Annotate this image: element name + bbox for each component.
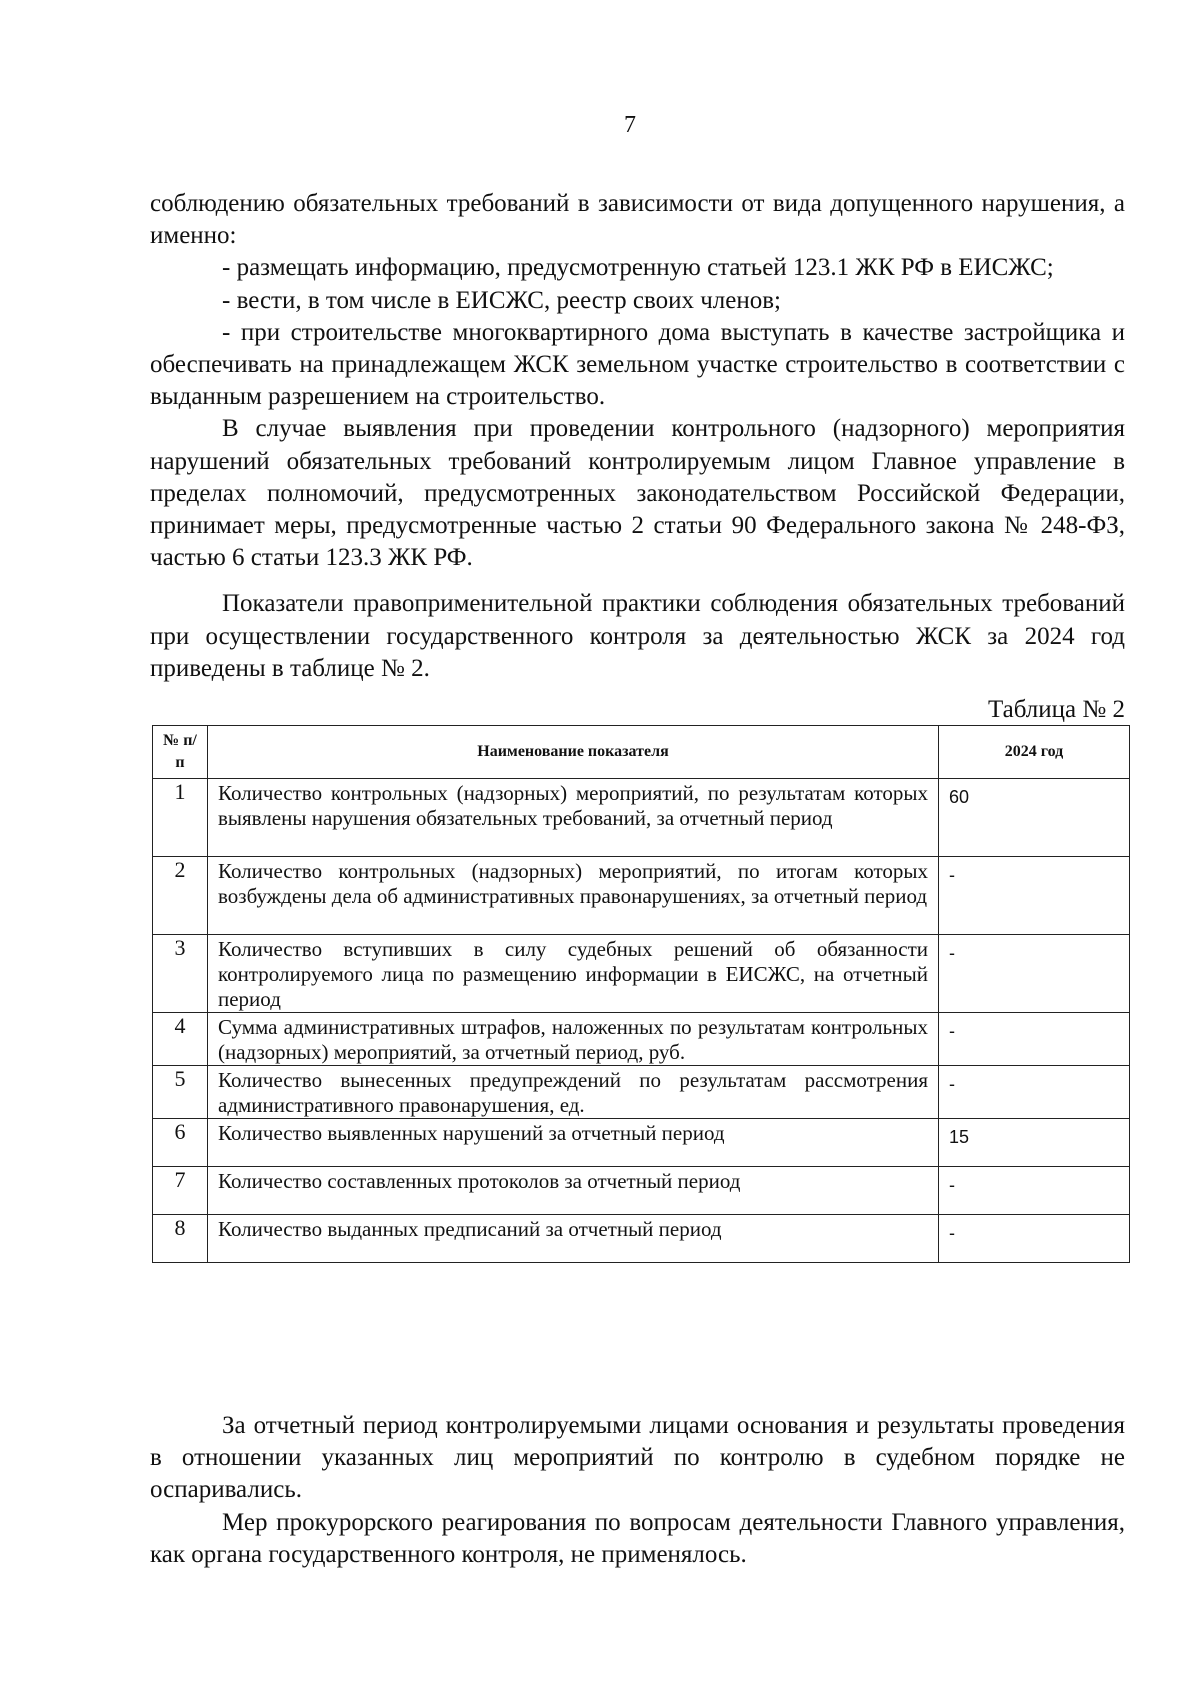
list-item: - размещать информацию, предусмотренную статьей 123.1 ЖК РФ в ЕИСЖС; — [222, 254, 1054, 282]
table-row — [153, 1167, 1130, 1215]
paragraph: соблюдению обязательных требований в зависимости от вида допущенного нарушения, а именно: — [150, 190, 1125, 250]
row-value: - — [939, 1013, 1130, 1066]
table-caption: Таблица № 2 — [987, 696, 1125, 724]
row-number: 6 — [153, 1119, 208, 1167]
row-name: Количество вступивших в силу судебных решений об обязанности контролируемого лица по размещению информации в ЕИСЖС, на отчетный период — [208, 935, 939, 1013]
document-body — [150, 188, 1125, 1263]
row-name: Количество контрольных (надзорных) мероприятий, по итогам которых возбуждены дела об административных правонарушениях, за отчетный период — [208, 857, 939, 935]
header-num: № п/п — [153, 726, 208, 779]
row-value: - — [939, 857, 1130, 935]
paragraph: Мер прокурорского реагирования по вопросам деятельности Главного управления, как органа государственного контроля, не применялось. — [150, 1508, 1125, 1568]
row-name: Количество вынесенных предупреждений по результатам рассмотрения административного правонарушения, ед. — [208, 1066, 939, 1119]
closing-text — [150, 1410, 1125, 1571]
row-number: 3 — [153, 935, 208, 1013]
paragraph: В случае выявления при проведении контрольного (надзорного) мероприятия нарушений обязательных требований контролируемым лицом Главное управление в пределах полномочий, предусмотренных законодательством Российской Федерации, принимает меры, предусмотренные частью 2 статьи 90 Федерального закона № 248-ФЗ, частью 6 статьи 123.3 ЖК РФ. — [150, 415, 1125, 572]
table-row — [153, 1119, 1130, 1167]
row-name: Количество выданных предписаний за отчетный период — [208, 1215, 939, 1263]
row-number: 4 — [153, 1013, 208, 1066]
row-name: Количество контрольных (надзорных) мероприятий, по результатам которых выявлены нарушения обязательных требований, за отчетный период — [208, 779, 939, 857]
row-name: Количество составленных протоколов за отчетный период — [208, 1167, 939, 1215]
table-row — [153, 857, 1130, 935]
row-number: 2 — [153, 857, 208, 935]
row-value: 60 — [939, 779, 1130, 857]
table-row — [153, 1013, 1130, 1066]
row-value: - — [939, 1167, 1130, 1215]
row-value: - — [939, 1215, 1130, 1263]
table-header-row — [153, 726, 1130, 779]
row-value: 15 — [939, 1119, 1130, 1167]
row-number: 7 — [153, 1167, 208, 1215]
list-item: - вести, в том числе в ЕИСЖС, реестр своих членов; — [222, 286, 781, 314]
table-row — [153, 1066, 1130, 1119]
header-year: 2024 год — [939, 726, 1130, 779]
header-name: Наименование показателя — [208, 726, 939, 779]
table-row — [153, 1215, 1130, 1263]
paragraph: За отчетный период контролируемыми лицами основания и результаты проведения в отношении указанных лиц мероприятий по контролю в судебном порядке не оспаривались. — [150, 1412, 1125, 1504]
indicators-table — [152, 725, 1130, 1263]
row-name: Количество выявленных нарушений за отчетный период — [208, 1119, 939, 1167]
page-number: 7 — [624, 112, 636, 138]
table-row — [153, 779, 1130, 857]
row-number: 5 — [153, 1066, 208, 1119]
row-number: 1 — [153, 779, 208, 857]
table-row — [153, 935, 1130, 1013]
paragraph: Показатели правоприменительной практики соблюдения обязательных требований при осуществлении государственного контроля за деятельностью ЖСК за 2024 год приведены в таблице № 2. — [150, 590, 1125, 682]
row-value: - — [939, 1066, 1130, 1119]
list-item: - при строительстве многоквартирного дома выступать в качестве застройщика и обеспечивать на принадлежащем ЖСК земельном участке строительство в соответствии с выданным разрешением на строительство. — [150, 318, 1125, 411]
row-name: Сумма административных штрафов, наложенных по результатам контрольных (надзорных) мероприятий, за отчетный период, руб. — [208, 1013, 939, 1066]
row-number: 8 — [153, 1215, 208, 1263]
row-value: - — [939, 935, 1130, 1013]
